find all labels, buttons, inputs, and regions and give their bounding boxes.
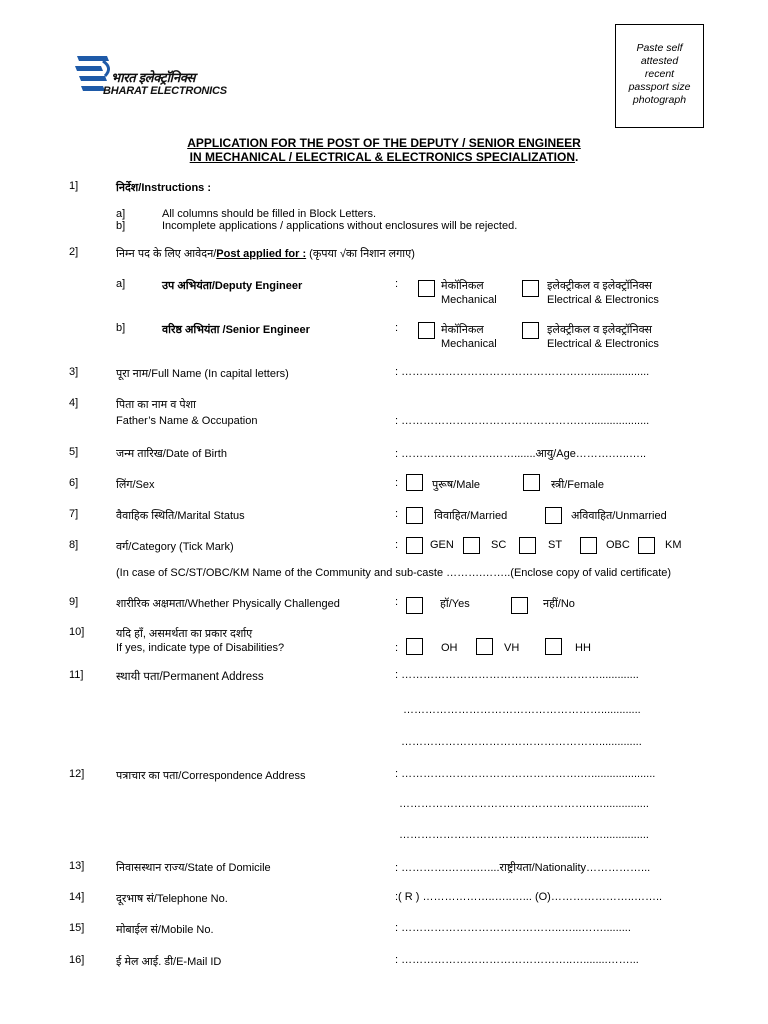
colon: : <box>395 477 399 489</box>
permanent-address-label: स्थायी पता/Permanent Address <box>116 671 264 683</box>
correspondence-address-line2[interactable]: ……………………………………………..…............... <box>399 798 649 810</box>
unmarried-checkbox[interactable] <box>545 507 562 524</box>
option-english: Electrical & Electronics <box>547 338 659 350</box>
domicile-nationality-field[interactable]: : ………….……..…....राष्ट्रीयता/Nationality……………... <box>395 862 651 874</box>
father-name-field[interactable]: : ………………………………………….…................... <box>395 415 650 427</box>
option-english: Mechanical <box>441 294 497 306</box>
logo-english-name: BHARAT ELECTRONICS <box>103 85 227 97</box>
list-marker: b] <box>116 220 126 232</box>
deputy-electrical-checkbox[interactable] <box>522 280 539 297</box>
post-label-english: Post applied for : <box>216 248 307 260</box>
sc-checkbox[interactable] <box>463 537 480 554</box>
correspondence-address-line3[interactable]: ……………………………………………..…............... <box>399 829 649 841</box>
instructions-label: निर्देश/Instructions : <box>116 182 211 194</box>
dob-age-field[interactable]: : …………………….…….......आयु/Age……….…..….. <box>395 448 647 460</box>
male-checkbox[interactable] <box>406 474 423 491</box>
telephone-label: दूरभाष सं/Telephone No. <box>116 893 228 905</box>
senior-engineer-label: वरिष्ठ अभियंता /Senior Engineer <box>162 324 310 336</box>
form-title-line2: IN MECHANICAL / ELECTRICAL & ELECTRONICS SPECIALIZATION <box>189 150 575 164</box>
section-number: 13] <box>69 860 85 872</box>
mobile-field[interactable]: : ……………………………………..…...……......... <box>395 922 631 934</box>
telephone-field[interactable]: :( R ) ………………..…..…... (O)…………………..…….. <box>395 891 663 903</box>
section-number: 1] <box>69 180 79 192</box>
senior-electrical-checkbox[interactable] <box>522 322 539 339</box>
colon: : <box>395 322 399 334</box>
full-name-field[interactable]: : ………………………………………….…................... <box>395 366 650 378</box>
st-checkbox[interactable] <box>519 537 536 554</box>
obc-checkbox[interactable] <box>580 537 597 554</box>
post-label-note: (कृपया √का निशान लगाए) <box>306 248 415 260</box>
married-checkbox[interactable] <box>406 507 423 524</box>
category-label: वर्ग/Category (Tick Mark) <box>116 541 234 553</box>
section-number: 15] <box>69 922 85 934</box>
oh-checkbox[interactable] <box>406 638 423 655</box>
sex-label: लिंग/Sex <box>116 479 155 491</box>
female-label: स्त्री/Female <box>551 479 604 491</box>
full-name-label: पूरा नाम/Full Name (In capital letters) <box>116 368 289 380</box>
section-number: 2] <box>69 246 79 258</box>
permanent-address-line3[interactable]: ……………………………………………….............. <box>401 736 642 748</box>
yes-label: हॉ/Yes <box>440 598 470 610</box>
category-option-st: ST <box>548 539 563 551</box>
category-note: (In case of SC/ST/OBC/KM Name of the Community and sub-caste ……….……..(Enclose copy of valid certificate) <box>116 567 672 579</box>
photo-line: recent <box>644 68 675 80</box>
section-number: 3] <box>69 366 79 378</box>
correspondence-address-line1[interactable]: : ………………………………………….…..................... <box>395 768 656 780</box>
instruction-a: All columns should be filled in Block Letters. <box>162 208 376 220</box>
post-label-hindi: निम्न पद के लिए आवेदन/ <box>116 248 217 260</box>
unmarried-label: अविवाहित/Unmarried <box>571 510 667 522</box>
photo-line: Paste self <box>636 42 683 54</box>
correspondence-address-label: पत्राचार का पता/Correspondence Address <box>116 770 306 782</box>
option-hindi: मेकॉनिकल <box>441 280 484 292</box>
father-label-hindi: पिता का नाम व पेशा <box>116 399 196 411</box>
option-hindi: इलेक्ट्रीकल व इलेक्ट्रॉनिक्स <box>547 324 652 336</box>
category-option-obc: OBC <box>606 539 630 551</box>
section-number: 6] <box>69 477 79 489</box>
deputy-engineer-label: उप अभियंता/Deputy Engineer <box>162 280 303 292</box>
section-number: 4] <box>69 397 79 409</box>
option-hindi: इलेक्ट्रीकल व इलेक्ट्रॉनिक्स <box>547 280 652 292</box>
form-title-line1: APPLICATION FOR THE POST OF THE DEPUTY / SENIOR ENGINEER <box>187 136 581 150</box>
category-option-sc: SC <box>491 539 507 551</box>
disability-label-english: If yes, indicate type of Disabilities? <box>116 642 285 654</box>
section-number: 8] <box>69 539 79 551</box>
vh-checkbox[interactable] <box>476 638 493 655</box>
option-hindi: मेकॉनिकल <box>441 324 484 336</box>
marital-status-label: वैवाहिक स्थिति/Marital Status <box>116 510 245 522</box>
colon: : <box>395 642 399 654</box>
photo-line: photograph <box>632 94 687 106</box>
domicile-label: निवासस्थान राज्य/State of Domicile <box>116 862 271 874</box>
no-label: नहीं/No <box>543 598 575 610</box>
email-field[interactable]: : ………………………………………..…........……... <box>395 954 639 966</box>
list-marker: a] <box>116 278 126 290</box>
physically-challenged-label: शारीरिक अक्षमता/Whether Physically Challenged <box>116 598 340 610</box>
section-number: 11] <box>69 669 84 681</box>
section-number: 16] <box>69 954 85 966</box>
photo-placeholder-box[interactable] <box>615 24 704 128</box>
option-english: Mechanical <box>441 338 497 350</box>
post-applied-label <box>116 246 415 261</box>
section-number: 10] <box>69 626 85 638</box>
option-english: Electrical & Electronics <box>547 294 659 306</box>
female-checkbox[interactable] <box>523 474 540 491</box>
colon: : <box>395 278 399 290</box>
photo-line: attested <box>640 55 679 67</box>
colon: : <box>395 596 399 608</box>
mobile-label: मोबाईल सं/Mobile No. <box>116 924 214 936</box>
section-number: 9] <box>69 596 79 608</box>
colon: : <box>395 539 399 551</box>
colon: : <box>395 508 399 520</box>
no-checkbox[interactable] <box>511 597 528 614</box>
photo-line: passport size <box>628 81 691 93</box>
disability-option-hh: HH <box>575 642 591 654</box>
category-option-km: KM <box>665 539 682 551</box>
section-number: 14] <box>69 891 85 903</box>
email-label: ई मेल आई. डी/E-Mail ID <box>116 956 222 968</box>
dob-label: जन्म तारिख/Date of Birth <box>116 448 227 460</box>
senior-mechanical-checkbox[interactable] <box>418 322 435 339</box>
disability-option-oh: OH <box>441 642 458 654</box>
disability-option-vh: VH <box>504 642 520 654</box>
hh-checkbox[interactable] <box>545 638 562 655</box>
permanent-address-line1[interactable]: : ………………………………………………............. <box>395 669 639 681</box>
gen-checkbox[interactable] <box>406 537 423 554</box>
permanent-address-line2[interactable]: ………………………………………………............. <box>403 704 641 716</box>
form-title-line2-wrap <box>0 150 768 164</box>
list-marker: a] <box>116 208 126 220</box>
deputy-mechanical-checkbox[interactable] <box>418 280 435 297</box>
instruction-b: Incomplete applications / applications without enclosures will be rejected. <box>162 220 518 232</box>
section-number: 5] <box>69 446 79 458</box>
section-number: 12] <box>69 768 85 780</box>
form-title-period: . <box>575 150 579 164</box>
male-label: पुरूष/Male <box>432 479 481 491</box>
disability-label-hindi: यदि हॉं, असमर्थता का प्रकार दर्शाए <box>116 628 253 640</box>
list-marker: b] <box>116 322 126 334</box>
section-number: 7] <box>69 508 79 520</box>
married-label: विवाहित/Married <box>434 510 508 522</box>
km-checkbox[interactable] <box>638 537 655 554</box>
father-label-english: Father’s Name & Occupation <box>116 415 258 427</box>
logo-hindi-name: भारत इलेक्ट्रॉनिक्स <box>111 70 196 85</box>
yes-checkbox[interactable] <box>406 597 423 614</box>
category-option-gen: GEN <box>430 539 454 551</box>
